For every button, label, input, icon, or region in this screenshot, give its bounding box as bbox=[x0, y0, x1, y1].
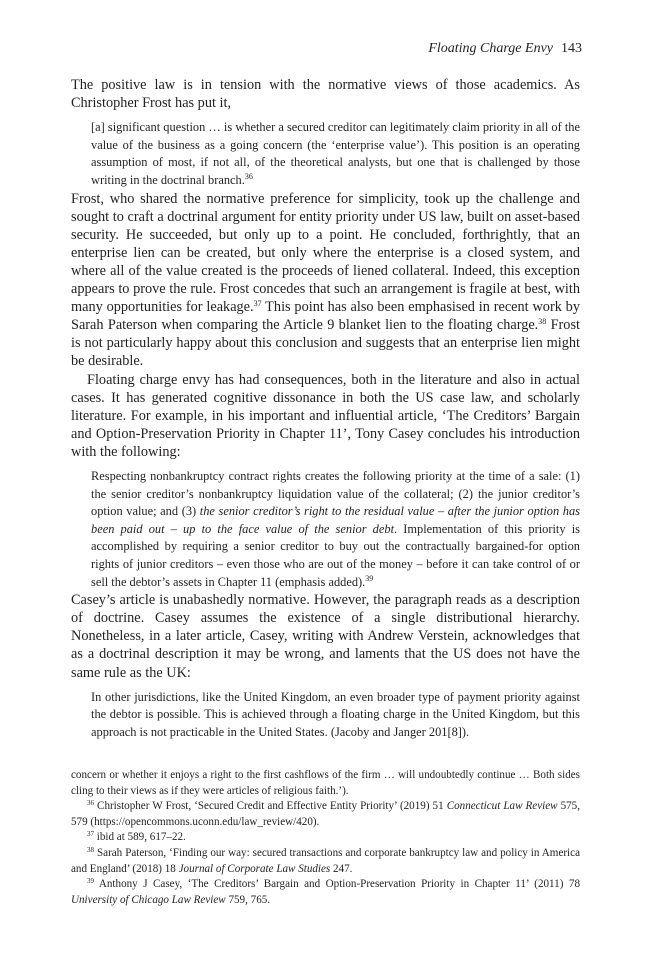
paragraph-intro: The positive law is in tension with the normative views of those academics. As Christopher Frost has put it, bbox=[71, 77, 580, 112]
block-quote-casey bbox=[91, 468, 580, 591]
footnotes bbox=[71, 768, 580, 908]
paragraph-frost bbox=[71, 190, 580, 371]
block-quote-uk: In other jurisdictions, like the United Kingdom, an even broader type of payment priority against the debtor is possible. This is achieved through a floating charge in the United Kingdom, but this approach is not practicable in the United States. (Jacoby and Janger 201[8]). bbox=[91, 689, 580, 739]
quote-text: [a] significant question … is whether a secured creditor can legitimately claim priority in all of the value of the business as a going concern (the ‘enterprise value’). This position is an operating assumption of most, if not all, of the theoretical analysts, but one that is challenged by those writing in the doctrinal branch. bbox=[91, 120, 580, 187]
text-run: 759, 765. bbox=[225, 893, 271, 906]
footnote-number: 38 bbox=[87, 845, 94, 854]
journal-title: University of Chicago Law Review bbox=[71, 893, 226, 906]
emphasis-text: the senior creditor’s right to the residual value – after the junior option has been paid out – up to the face value of the senior debt bbox=[91, 504, 580, 536]
footnote-ref-38[interactable]: 38 bbox=[538, 317, 547, 327]
running-header bbox=[428, 41, 582, 57]
journal-title: Connecticut Law Review bbox=[446, 800, 558, 813]
running-title: Floating Charge Envy bbox=[428, 41, 553, 56]
text-run: This point has also been emphasised in recent work by Sarah Paterson when comparing the Article 9 blanket lien to the floating charge. bbox=[71, 299, 580, 334]
footnote-number: 39 bbox=[87, 877, 94, 886]
footnote-ref-37[interactable]: 37 bbox=[253, 299, 262, 309]
paragraph-casey: Casey’s article is unabashedly normative. However, the paragraph reads as a description of doctrine. Casey assumes the existence of a single distributional hierarchy. Nonetheless, in a later article, Casey, writing with Andrew Verstein, acknowledges that as a doctrinal description it may be wrong, and laments that the US does not have the same rule as the UK: bbox=[71, 592, 580, 681]
footnote-36 bbox=[71, 799, 580, 830]
footnote-37 bbox=[71, 830, 580, 846]
text-run: Sarah Paterson, ‘Finding our way: secured transactions and corporate bankruptcy law and policy in America and England’ (2018) 18 bbox=[71, 846, 580, 875]
text-run: ibid at 589, 617–22. bbox=[94, 831, 186, 844]
footnote-39 bbox=[71, 877, 580, 908]
text-run: Anthony J Casey, ‘The Creditors’ Bargain and Option-Preservation Priority in Chapter 11’ (2011) 78 bbox=[94, 878, 580, 891]
block-quote-frost bbox=[91, 119, 580, 189]
footnote-number: 37 bbox=[87, 830, 94, 839]
footnote-ref-36[interactable]: 36 bbox=[244, 171, 253, 181]
footnote-continued: concern or whether it enjoys a right to the first cashflows of the firm … will undoubtedly continue … Both sides cling to their views as if they were articles of religious faith.’). bbox=[71, 769, 580, 797]
text-run: Frost, who shared the normative preference for simplicity, took up the challenge and sought to craft a doctrinal argument for entity priority under US law, built on asset-based security. He succeeded, but only up to a point. He concluded, forthrightly, that an enterprise lien can be created, but only where the enterprise is a closed system, and where all of the value created is the proceeds of liened collateral. Indeed, this exception appears to prove the rule. Frost concedes that such an arrangement is fragile at best, with many opportunities for leakage. bbox=[71, 190, 580, 316]
page-number: 143 bbox=[561, 41, 582, 56]
text-run: 247. bbox=[330, 862, 353, 875]
footnote-ref-39[interactable]: 39 bbox=[365, 573, 374, 583]
text-run: . Implementation of this priority is accomplished by requiring a senior creditor to buy out the contractually bargained-for option rights of junior creditors – even those who are out of the money – before it can take control of or sell the debtor’s assets in Chapter 11 (emphasis added). bbox=[91, 521, 580, 589]
main-text bbox=[71, 76, 580, 741]
paragraph-envy: Floating charge envy has had consequences, both in the literature and also in actual cases. It has generated cognitive dissonance in both the US case law, and scholarly literature. For example, in his important and influential article, ‘The Creditors’ Bargain and Option-Preservation Priority in Chapter 11’, Tony Casey concludes his introduction with the following: bbox=[71, 371, 580, 460]
text-run: Respecting nonbankruptcy contract rights creates the following priority at the time of a sale: (1) the senior creditor’s nonbankruptcy liquidation value of the collateral; (2) the junior creditor’s option value; and (3) bbox=[91, 468, 580, 519]
journal-title: Journal of Corporate Law Studies bbox=[178, 862, 331, 875]
footnote-38 bbox=[71, 846, 580, 877]
text-run: Christopher W Frost, ‘Secured Credit and Effective Entity Priority’ (2019) 51 bbox=[94, 800, 447, 813]
text-run: 575, 579 (https://opencommons.uconn.edu/law_review/420). bbox=[71, 800, 581, 828]
text-run: Frost is not particularly happy about this conclusion and suggests that an enterprise lien might be desirable. bbox=[71, 317, 580, 370]
footnote-number: 36 bbox=[87, 799, 94, 808]
